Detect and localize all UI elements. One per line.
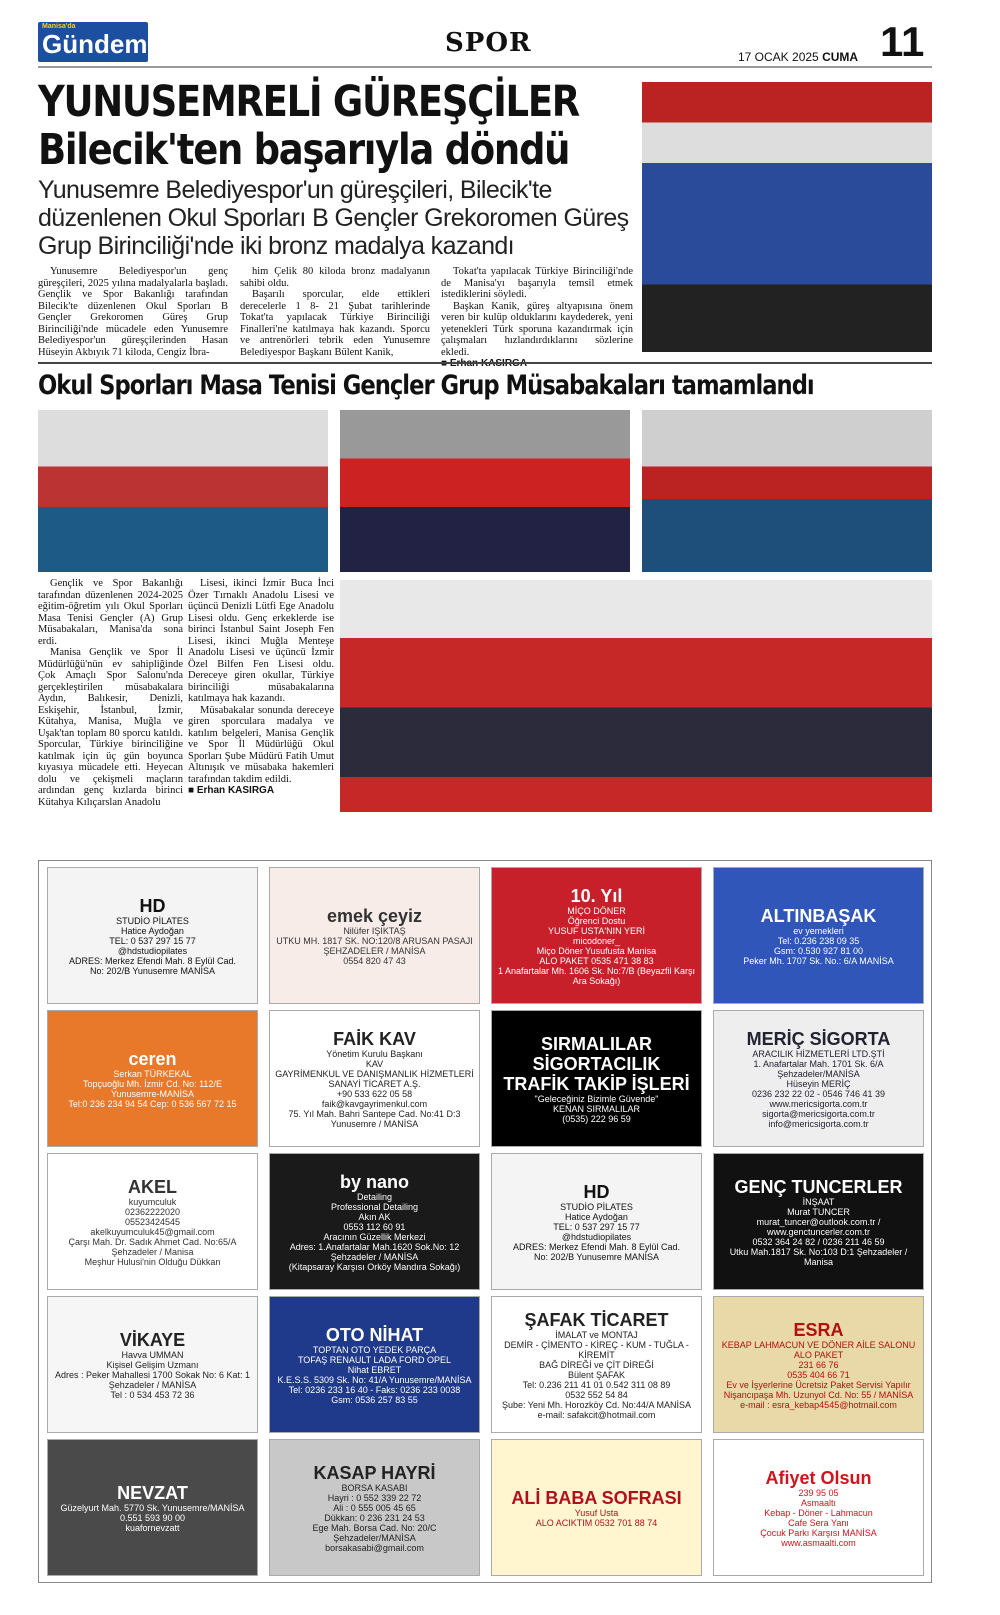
ad-text: Öğrenci Dostu bbox=[567, 915, 626, 926]
ad-text: (Kitapsaray Karşısı Orköy Mandıra Sokağı) bbox=[288, 1261, 461, 1272]
ad-text: TOFAŞ RENAULT LADA FORD OPEL bbox=[297, 1354, 452, 1365]
ad-text: ALO ACIKTIM 0532 701 88 74 bbox=[535, 1517, 658, 1528]
advertisement-card bbox=[491, 1296, 702, 1433]
advertisement-card bbox=[491, 1010, 702, 1147]
ad-text: emek çeyiz bbox=[326, 905, 423, 926]
ad-text: +90 533 622 05 58 bbox=[336, 1088, 413, 1099]
ad-text: GENÇ TUNCERLER bbox=[734, 1176, 903, 1197]
ad-text: borsakasabi@gmail.com bbox=[325, 1542, 424, 1553]
ad-text: Aracının Güzellik Merkezi bbox=[323, 1231, 426, 1242]
ad-text: 0554 820 47 43 bbox=[343, 955, 406, 966]
ad-text: Gsm: 0.530 927 81 00 bbox=[773, 945, 864, 956]
ad-text: Yusuf Usta bbox=[574, 1507, 619, 1518]
ad-text: Ev ve İşyerlerine Ücretsiz Paket Servisi Yapılır bbox=[726, 1379, 911, 1390]
ad-text: Murat TUNCER bbox=[787, 1206, 850, 1217]
article1-col2 bbox=[240, 266, 430, 358]
wrestlers-photo bbox=[642, 82, 932, 352]
author-byline: ■ Erhan KASIRGA bbox=[188, 785, 274, 796]
advertisement-card bbox=[713, 1010, 924, 1147]
advertisement-card bbox=[269, 1439, 480, 1576]
advertisement-card bbox=[491, 867, 702, 1004]
advertisement-card bbox=[713, 1439, 924, 1576]
paragraph: Tokat'ta yapılacak Türkiye Birinciliği'nde de Manisa'yı başarıyla temsil etmek istediklerini söyledi. bbox=[441, 266, 633, 300]
date-text: 17 OCAK 2025 bbox=[738, 50, 819, 64]
section-divider bbox=[38, 362, 932, 364]
ad-text: Asmaaltı bbox=[800, 1497, 836, 1508]
ad-text: DEMİR - ÇİMENTO - KİREÇ - KUM - TUĞLA - KİREMİT bbox=[504, 1339, 689, 1360]
ad-text: info@mericsigorta.com.tr bbox=[768, 1118, 869, 1129]
ad-text: ALO PAKET 0535 471 38 83 bbox=[539, 955, 654, 966]
advertisement-card bbox=[269, 1153, 480, 1290]
advertisement-card bbox=[269, 867, 480, 1004]
ad-text: KASAP HAYRİ bbox=[313, 1462, 436, 1483]
ad-text: HD bbox=[139, 895, 166, 916]
ad-text: Hayri : 0 552 339 22 72 bbox=[327, 1492, 422, 1503]
ad-text: KEBAP LAHMACUN VE DÖNER AİLE SALONU bbox=[721, 1339, 916, 1350]
paragraph: Başkan Kanik, güreş altyapısına önem veren bir kulüp olduklarını kaydederek, yeni yetenekleri Türk sporuna kazandırmak için çalışmaları hızlandırdıklarını sözlerine ekledi. bbox=[441, 300, 633, 358]
ad-text: 0532 364 24 82 / 0236 211 46 59 bbox=[752, 1236, 885, 1247]
ad-text: MİÇO DÖNER bbox=[567, 905, 626, 916]
ad-text: Hüseyin MERİÇ bbox=[786, 1078, 851, 1089]
ad-text: No: 202/B Yunusemre MANİSA bbox=[90, 965, 215, 976]
ad-text: Bülent ŞAFAK bbox=[567, 1369, 626, 1380]
article1-col3 bbox=[441, 266, 633, 370]
paragraph: Müsabakalar sonunda dereceye giren sporculara madalya ve katılım belgeleri, Manisa Gençlik ve Spor İl Müdürlüğü Okul Sporları Şube Müdürü Fatih Umut Altınışık ve müsabaka hakemleri tarafından takdim edildi. bbox=[188, 704, 334, 785]
ad-text: ESRA bbox=[793, 1319, 844, 1340]
ad-text: Peker Mh. 1707 Sk. No.: 6/A MANİSA bbox=[743, 955, 894, 966]
advertisement-card bbox=[269, 1296, 480, 1433]
ad-text: "Geleceğiniz Bizimle Güvende" bbox=[534, 1093, 659, 1104]
ad-text: Nihat EBRET bbox=[347, 1364, 402, 1375]
ad-text: UTKU MH. 1817 SK. NO:120/8 ARUSAN PASAJI bbox=[276, 935, 473, 946]
logo-text: Gündem bbox=[42, 29, 148, 59]
article2-col2 bbox=[188, 578, 334, 797]
advertisement-card bbox=[713, 1153, 924, 1290]
ad-text: Nişancıpaşa Mh. Uzunyol Cd. No: 55 / MANİSA bbox=[723, 1389, 914, 1400]
ad-text: TRAFİK TAKİP İŞLERİ bbox=[503, 1073, 690, 1094]
ad-text: ADRES: Merkez Efendi Mah. 8 Eylül Cad. bbox=[68, 955, 237, 966]
ad-text: VİKAYE bbox=[119, 1329, 186, 1350]
paragraph: Manisa Gençlik ve Spor İl Müdürlüğü'nün ev sahipliğinde Çok Amaçlı Spor Salonu'nda gerçekleştirilen müsabakalara Aydın, Balıkesir, Denizli, Eskişehir, İstanbul, İzmir, Kütahya, Manisa, Muğla ve Uşak'tan toplam 80 sporcu katıldı. Sporcular, Türkiye birinciliğine katılmak için üç gün boyunca kıyasıya mücadele etti. Heyecan dolu ve çekişmeli maçların ardından genç kızlarda birinci Kütahya Kılıçarslan Anadolu bbox=[38, 647, 183, 808]
section-title: SPOR bbox=[445, 28, 532, 58]
ad-text: 0532 552 54 84 bbox=[565, 1389, 628, 1400]
ad-text: No: 202/B Yunusemre MANİSA bbox=[534, 1251, 659, 1262]
ad-text: 231 66 76 bbox=[798, 1359, 839, 1370]
advertisement-card bbox=[47, 1010, 258, 1147]
article1-col1 bbox=[38, 266, 228, 358]
ad-text: (0535) 222 96 59 bbox=[562, 1113, 631, 1124]
advertisement-card bbox=[47, 867, 258, 1004]
advertisement-card bbox=[47, 1153, 258, 1290]
advertisement-card bbox=[47, 1439, 258, 1576]
advertisement-card bbox=[491, 1439, 702, 1576]
newspaper-logo bbox=[38, 22, 148, 62]
ad-text: 0535 404 66 71 bbox=[787, 1369, 850, 1380]
ad-text: Adres: 1.Anafartalar Mah.1620 Sok.No: 12 Şehzadeler / MANİSA bbox=[289, 1241, 460, 1262]
ad-text: @hdstudiopilates bbox=[561, 1231, 632, 1242]
ad-text: STUDİO PİLATES bbox=[560, 1201, 633, 1212]
ad-text: K.E.S.S. 5309 Sk. No: 41/A Yunusemre/MANİSA bbox=[277, 1374, 472, 1385]
ad-text: YUSUF USTA'NIN YERİ bbox=[548, 925, 645, 936]
ad-text: Miço Döner Yusufusta Manisa bbox=[536, 945, 657, 956]
ad-text: Afiyet Olsun bbox=[765, 1467, 872, 1488]
ad-text: Havva UMMAN bbox=[121, 1349, 184, 1360]
ad-text: NEVZAT bbox=[117, 1482, 188, 1503]
ad-text: Tel: 0236 233 16 40 - Faks: 0236 233 0038 bbox=[288, 1384, 461, 1395]
ad-text: Detailing bbox=[356, 1191, 393, 1202]
ad-text: Dükkan: 0 236 231 24 53 bbox=[324, 1512, 425, 1523]
ad-text: Meşhur Hulusi'nin Olduğu Dükkan bbox=[84, 1256, 221, 1267]
award-ceremony-photo bbox=[340, 580, 932, 812]
ad-text: FAİK KAV bbox=[333, 1028, 416, 1049]
ad-text: 05523424545 bbox=[124, 1216, 181, 1227]
paragraph: Lisesi, ikinci İzmir Buca İnci Özer Tırnaklı Anadolu Lisesi ve üçüncü Denizli Lütfi Ege Anadolu Lisesi oldu. Genç erkeklerde ise birinci İstanbul Saint Joseph Fen Lisesi, ikinci Muğla Menteşe Anadolu Lisesi ve üçüncü İzmir Özel Bilfen Fen Lisesi oldu. Dereceye giren okullar, Türkiye birinciliği müsabakalarına katılmaya hak kazandı. bbox=[188, 578, 334, 704]
ad-text: Topçuoğlu Mh. İzmir Cd. No: 112/E bbox=[83, 1078, 222, 1089]
ad-text: Güzelyurt Mah. 5770 Sk. Yunusemre/MANİSA bbox=[60, 1502, 245, 1513]
ad-text: SİGORTACILIK bbox=[532, 1053, 661, 1074]
article2-col1 bbox=[38, 578, 183, 808]
ad-text: AKEL bbox=[128, 1176, 177, 1197]
ad-text: Kişisel Gelişim Uzmanı bbox=[106, 1359, 199, 1370]
ad-text: faik@kavgayrimenkul.com bbox=[321, 1098, 428, 1109]
ad-text: 0553 112 60 91 bbox=[343, 1221, 406, 1232]
ad-text: www.mericsigorta.com.tr bbox=[769, 1098, 868, 1109]
paragraph: Gençlik ve Spor Bakanlığı tarafından düzenlenen 2024-2025 eğitim-öğretim yılı Okul Sporları Masa Tenisi Gençler (A) Grup Müsabakaları, Manisa'da sona erdi. bbox=[38, 578, 183, 647]
day-text: CUMA bbox=[822, 50, 859, 64]
advertisement-card bbox=[269, 1010, 480, 1147]
header-divider bbox=[38, 66, 932, 68]
ad-text: GAYRİMENKUL VE DANIŞMANLIK HİZMETLERİ SANAYİ TİCARET A.Ş. bbox=[275, 1068, 474, 1089]
ad-text: Cafe Sera Yanı bbox=[788, 1517, 849, 1528]
ad-text: ŞAFAK TİCARET bbox=[524, 1309, 669, 1330]
ad-text: Ege Mah. Borsa Cad. No: 20/C Şehzadeler/MANİSA bbox=[312, 1522, 437, 1543]
article2-headline: Okul Sporları Masa Tenisi Gençler Grup Müsabakaları tamamlandı bbox=[38, 370, 814, 401]
ad-text: STUDİO PİLATES bbox=[116, 915, 189, 926]
ad-text: Çocuk Parkı Karşısı MANİSA bbox=[760, 1527, 877, 1538]
advertisement-card bbox=[491, 1153, 702, 1290]
table-tennis-photo-2 bbox=[340, 410, 630, 572]
ad-text: Tel : 0 534 453 72 36 bbox=[110, 1389, 195, 1400]
advertisement-grid bbox=[38, 860, 932, 1583]
ad-text: Şehzadeler / MANİSA bbox=[108, 1379, 197, 1390]
ad-text: TOPTAN OTO YEDEK PARÇA bbox=[312, 1344, 437, 1355]
ad-text: Tel: 0.236 211 41 01 0.542 311 08 89 bbox=[522, 1379, 671, 1390]
ad-text: OTO NİHAT bbox=[325, 1324, 424, 1345]
ad-text: HD bbox=[583, 1181, 610, 1202]
ad-text: Akın AK bbox=[358, 1211, 391, 1222]
ad-text: İNŞAAT bbox=[802, 1196, 835, 1207]
ad-text: İMALAT ve MONTAJ bbox=[555, 1329, 638, 1340]
ad-text: e-mail : esra_kebap4545@hotmail.com bbox=[740, 1399, 897, 1410]
ad-text: Şube: Yeni Mh. Horozköy Cd. No:44/A MANİSA bbox=[501, 1399, 692, 1410]
ad-text: ALO PAKET bbox=[793, 1349, 844, 1360]
ad-text: ADRES: Merkez Efendi Mah. 8 Eylül Cad. bbox=[512, 1241, 681, 1252]
ad-text: ceren bbox=[128, 1048, 177, 1069]
ad-text: BAĞ DİREĞİ ve ÇİT DİREĞİ bbox=[539, 1359, 654, 1370]
ad-text: SIRMALILAR bbox=[541, 1033, 652, 1054]
advertisement-card bbox=[713, 867, 924, 1004]
ad-text: MERİÇ SİGORTA bbox=[746, 1028, 891, 1049]
ad-text: micodoner_ bbox=[572, 935, 621, 946]
ad-text: Hatice Aydoğan bbox=[565, 1211, 628, 1222]
advertisement-card bbox=[713, 1296, 924, 1433]
ad-text: www.asmaalti.com bbox=[781, 1537, 856, 1548]
ad-text: 02362222020 bbox=[124, 1206, 181, 1217]
ad-text: by nano bbox=[339, 1171, 409, 1192]
ad-text: 1. Anafartalar Mah. 1701 Sk. 6/A Şehzadeler/MANİSA bbox=[753, 1058, 884, 1079]
ad-text: ARACILIK HİZMETLERİ LTD.ŞTİ bbox=[752, 1048, 885, 1059]
ad-text: Çarşı Mah. Dr. Sadık Ahmet Cad. No:65/A Şehzadeler / Manisa bbox=[68, 1236, 237, 1257]
ad-text: KENAN SIRMALILAR bbox=[552, 1103, 641, 1114]
ad-text: KAV bbox=[365, 1058, 384, 1069]
ad-text: TEL: 0 537 297 15 77 bbox=[553, 1221, 640, 1232]
table-tennis-photo-3 bbox=[642, 410, 932, 572]
advertisement-card bbox=[47, 1296, 258, 1433]
ad-text: kuyumculuk bbox=[128, 1196, 177, 1207]
ad-text: murat_tuncer@outlook.com.tr / www.genctuncerler.com.tr bbox=[756, 1216, 881, 1237]
article1-subheadline: Yunusemre Belediyespor'un güreşçileri, Bilecik'te düzenlenen Okul Sporları B Gençler Grekoromen Güreş Grup Birinciliği'nde iki bronz madalya kazandı bbox=[38, 176, 629, 260]
ad-text: 0.551 593 90 00 bbox=[119, 1512, 186, 1523]
ad-text: 239 95 05 bbox=[798, 1487, 839, 1498]
ad-text: Serkan TÜRKEKAL bbox=[113, 1068, 192, 1079]
ad-text: Kebap - Döner - Lahmacun bbox=[764, 1507, 873, 1518]
ad-text: Utku Mah.1817 Sk. No:103 D:1 Şehzadeler / Manisa bbox=[729, 1246, 908, 1267]
ad-text: akelkuyumculuk45@gmail.com bbox=[90, 1226, 215, 1237]
ad-text: kuafornevzatt bbox=[125, 1522, 180, 1533]
paragraph: Yunusemre Belediyespor'un genç güreşçileri, 2025 yılına madalyalarla başladı. Gençlik ve Spor Bakanlığı tarafından Bilecik'te düzenlenen Okul Sporları B Gençler Grekoromen Güreş Grup Birinciliği'nde mücadele eden Yunusemre Belediyespor'un güreşçilerinden Hasan Hüseyin Akbıyık 71 kiloda, Cengiz İbra- bbox=[38, 266, 228, 358]
ad-text: BORSA KASABI bbox=[341, 1482, 408, 1493]
ad-text: Yönetim Kurulu Başkanı bbox=[326, 1048, 423, 1059]
article1-headline: YUNUSEMRELİ GÜREŞÇİLER Bilecik'ten başarıyla döndü bbox=[38, 77, 579, 175]
ad-text: e-mail: safakcit@hotmail.com bbox=[537, 1409, 656, 1420]
ad-text: Ali : 0 555 005 45 65 bbox=[333, 1502, 416, 1513]
issue-date bbox=[738, 50, 858, 64]
ad-text: 75. Yıl Mah. Bahri Santepe Cad. No:41 D:3 Yunusemre / MANİSA bbox=[288, 1108, 461, 1129]
paragraph: him Çelik 80 kiloda bronz madalyanın sahibi oldu. bbox=[240, 266, 430, 289]
ad-text: 0236 232 22 02 - 0546 746 41 39 bbox=[751, 1088, 886, 1099]
logo-tagline: Manisa'da bbox=[42, 23, 76, 30]
ad-text: Professional Detailing bbox=[330, 1201, 419, 1212]
ad-text: Yunusemre-MANİSA bbox=[110, 1088, 195, 1099]
ad-text: TEL: 0 537 297 15 77 bbox=[109, 935, 196, 946]
ad-text: Hatice Aydoğan bbox=[121, 925, 184, 936]
ad-text: 1 Anafartalar Mh. 1606 Sk. No:7/B (Beyazfil Karşı Ara Sokağı) bbox=[497, 965, 696, 986]
table-tennis-photo-1 bbox=[38, 410, 328, 572]
ad-text: Gsm: 0536 257 83 55 bbox=[331, 1394, 418, 1405]
ad-text: Tel: 0.236 238 09 35 bbox=[777, 935, 860, 946]
ad-text: ŞEHZADELER / MANİSA bbox=[323, 945, 426, 956]
ad-text: 10. Yıl bbox=[570, 885, 623, 906]
ad-text: @hdstudiopilates bbox=[117, 945, 188, 956]
ad-text: ev yemekleri bbox=[793, 925, 844, 936]
ad-text: ALİ BABA SOFRASI bbox=[511, 1487, 682, 1508]
page-number: 11 bbox=[880, 18, 925, 65]
ad-text: sigorta@mericsigorta.com.tr bbox=[762, 1108, 875, 1119]
ad-text: Nilüfer IŞIKTAŞ bbox=[343, 925, 406, 936]
ad-text: Adres : Peker Mahallesi 1700 Sokak No: 6 Kat: 1 bbox=[54, 1369, 251, 1380]
ad-text: ALTINBAŞAK bbox=[760, 905, 877, 926]
paragraph: Başarılı sporcular, elde ettikleri derecelerle 1 8- 21 Şubat tarihlerinde Tokat'ta yapılacak Türkiye Birinciliği Finalleri'ne katılmaya hak kazandı. Sporcu ve antrenörleri tebrik eden Yunusemre Belediyespor Başkanı Bülent Kanik, bbox=[240, 289, 430, 358]
ad-text: Tel:0 236 234 94 54 Cep: 0 536 567 72 15 bbox=[68, 1098, 237, 1109]
